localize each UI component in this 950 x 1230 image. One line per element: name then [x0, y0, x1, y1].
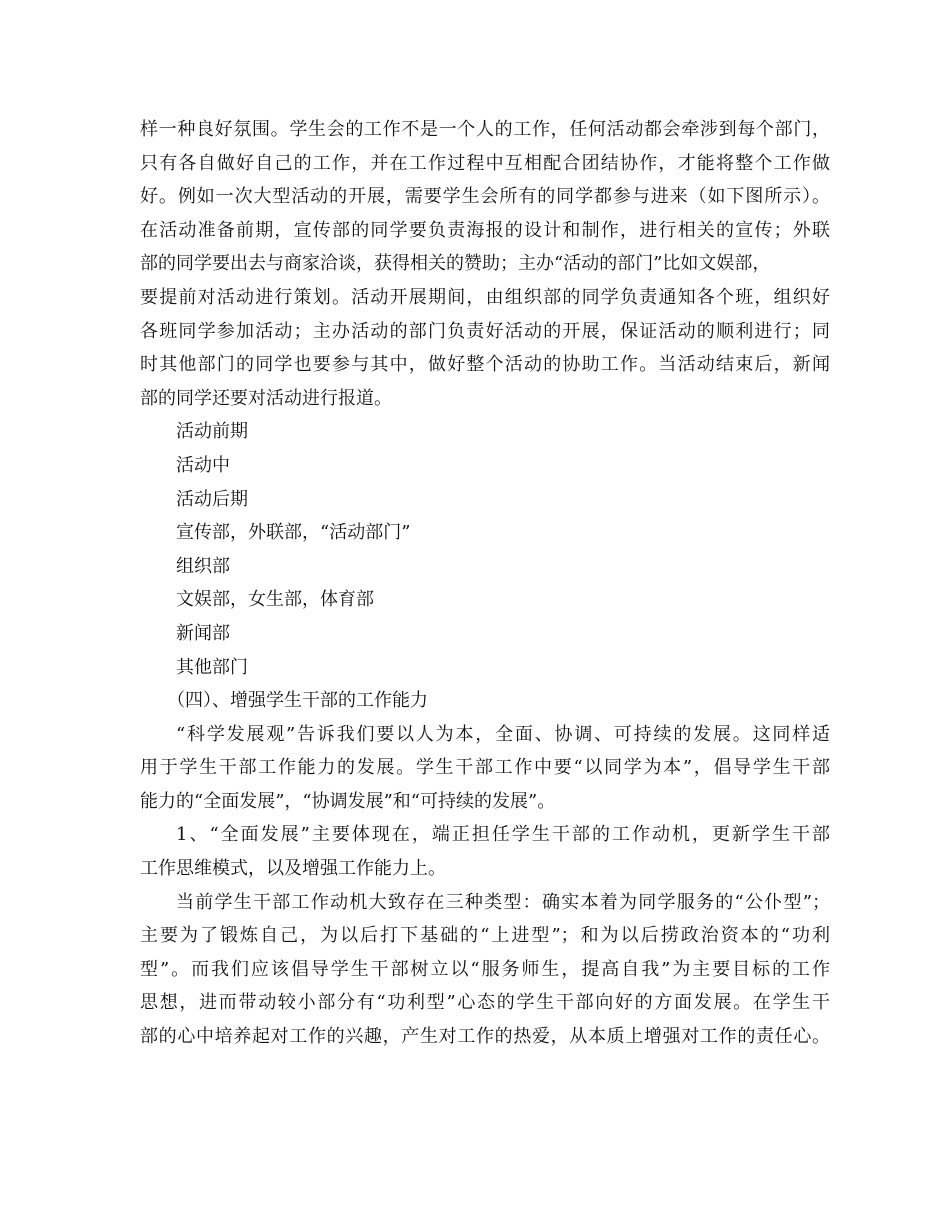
- text-line: 型”。而我们应该倡导学生干部树立以“服务师生，提高自我”为主要目标的工作: [140, 958, 830, 980]
- text-line: 部的同学要出去与商家洽谈，获得相关的赞助；主办“活动的部门”比如文娱部，: [140, 253, 771, 275]
- text-line: 能力的“全面发展”，“协调发展”和“可持续的发展”。: [140, 790, 556, 812]
- text-line: 好。例如一次大型活动的开展，需要学生会所有的同学都参与进来（如下图所示）。: [140, 186, 830, 208]
- text-line: 在活动准备前期，宣传部的同学要负责海报的设计和制作，进行相关的宣传；外联: [140, 219, 830, 241]
- text-line: 工作思维模式，以及增强工作能力上。: [140, 858, 446, 880]
- document-body: [140, 113, 830, 1054]
- text-line: 组织部: [176, 555, 230, 577]
- text-line: 时其他部门的同学也要参与其中，做好整个活动的协助工作。当活动结束后，新闻: [140, 354, 830, 376]
- text-line: 当前学生干部工作动机大致存在三种类型：确实本着为同学服务的“公仆型”；: [176, 891, 830, 913]
- text-line: 样一种良好氛围。学生会的工作不是一个人的工作，任何活动都会牵涉到每个部门，: [140, 119, 830, 140]
- text-line: 活动中: [176, 454, 230, 476]
- text-line: 用于学生干部工作能力的发展。学生干部工作中要“以同学为本”，倡导学生干部: [140, 757, 830, 779]
- text-line: 活动前期: [176, 421, 248, 443]
- text-line: 新闻部: [176, 622, 230, 644]
- text-line: 部的心中培养起对工作的兴趣，产生对工作的热爱，从本质上增强对工作的责任心。: [140, 1026, 830, 1048]
- text-line: 各班同学参加活动；主办活动的部门负责好活动的开展，保证活动的顺利进行；同: [140, 320, 830, 342]
- text-line: 要提前对活动进行策划。活动开展期间，由组织部的同学负责通知各个班，组织好: [140, 286, 830, 308]
- text-line: “科学发展观”告诉我们要以人为本，全面、协调、可持续的发展。这同样适: [176, 723, 830, 745]
- text-line: 文娱部，女生部，体育部: [176, 589, 374, 611]
- text-line: 其他部门: [176, 656, 248, 678]
- text-line: 活动后期: [176, 488, 248, 510]
- text-line: 部的同学还要对活动进行报道。: [140, 387, 392, 409]
- text-line: 宣传部，外联部，“活动部门”: [176, 522, 411, 544]
- text-line: 1、“全面发展”主要体现在，端正担任学生干部的工作动机，更新学生干部: [176, 824, 830, 846]
- text-line: 思想，进而带动较小部分有“功利型”心态的学生干部向好的方面发展。在学生干: [140, 992, 830, 1014]
- text-line: （四）、增强学生干部的工作能力: [167, 690, 428, 712]
- text-line: 只有各自做好自己的工作，并在工作过程中互相配合团结协作，才能将整个工作做: [140, 152, 830, 174]
- text-line: 主要为了锻炼自己，为以后打下基础的“上进型”；和为以后捞政治资本的“功利: [140, 925, 830, 947]
